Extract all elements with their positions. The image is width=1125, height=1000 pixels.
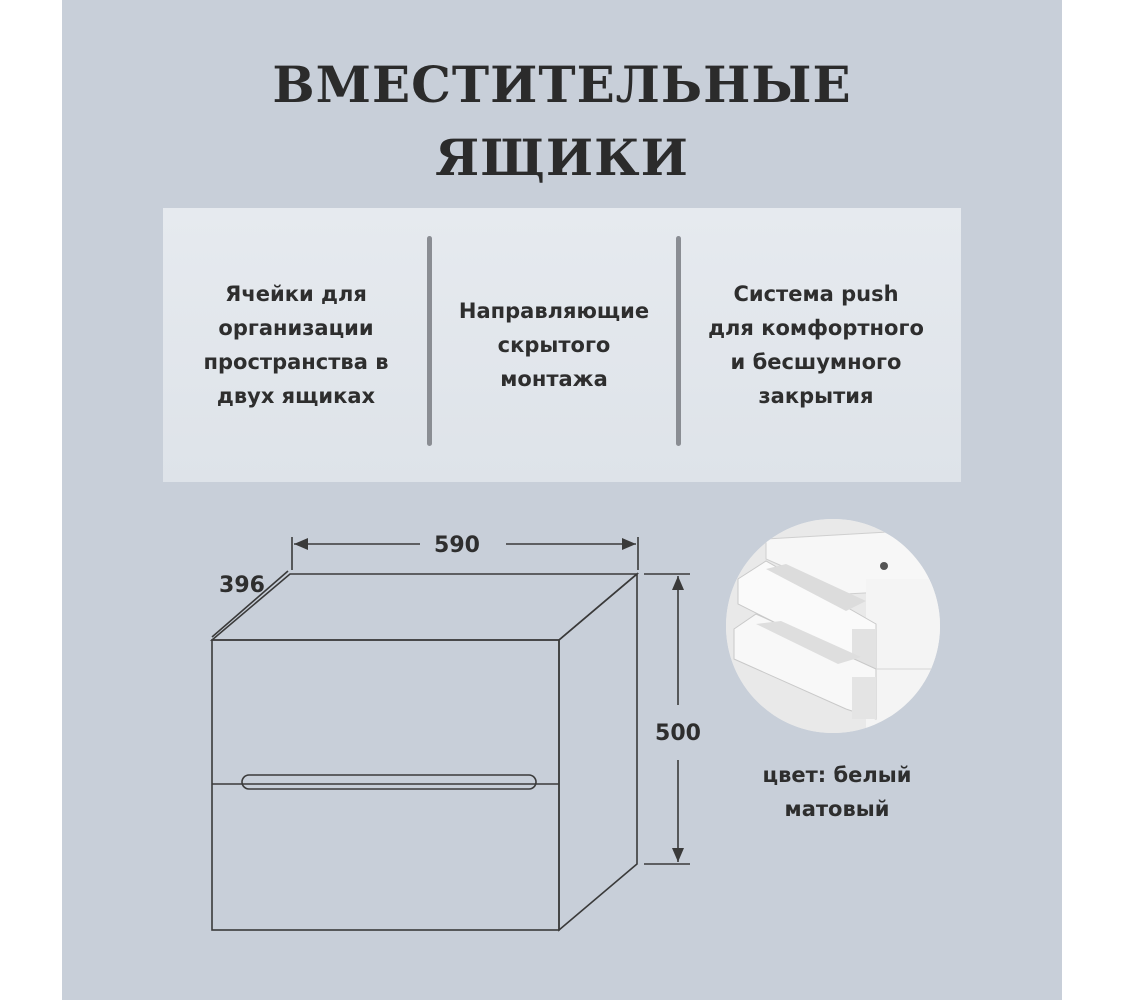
feature-line: монтажа <box>500 367 608 391</box>
product-card <box>62 0 1062 1000</box>
cabinet-side <box>559 574 637 930</box>
color-note <box>717 758 957 826</box>
feature-line: Направляющие <box>458 299 650 323</box>
feature-line: организации <box>218 316 374 340</box>
arrow-down-icon <box>672 848 684 862</box>
title-line-2: ЯЩИКИ <box>435 128 689 187</box>
feature-line: для комфортного <box>708 316 924 340</box>
drawer-handle <box>242 775 536 789</box>
cabinet-top <box>212 574 637 640</box>
color-note-line-1: цвет: белый <box>762 763 912 787</box>
arrow-up-icon <box>672 576 684 590</box>
arrow-right-icon <box>622 538 636 550</box>
arrow-left-icon <box>294 538 308 550</box>
height-dimension <box>644 574 690 864</box>
product-photo <box>726 519 940 733</box>
open-drawers-image <box>726 519 940 733</box>
color-note-line-2: матовый <box>784 797 890 821</box>
height-label: 500 <box>655 721 701 746</box>
cabinet-dimension-drawing <box>62 0 1062 1000</box>
feature-line: двух ящиках <box>216 384 376 408</box>
cabinet-front <box>212 640 559 930</box>
feature-line: скрытого <box>497 333 611 357</box>
feature-line: пространства в <box>203 350 389 374</box>
feature-line: Ячейки для <box>225 282 367 306</box>
feature-line: и бесшумного <box>730 350 902 374</box>
feature-line: закрытия <box>758 384 874 408</box>
depth-label: 396 <box>219 573 265 598</box>
feature-line: Система push <box>733 282 899 306</box>
width-label: 590 <box>434 533 480 558</box>
title-line-1: ВМЕСТИТЕЛЬНЫЕ <box>272 55 852 114</box>
